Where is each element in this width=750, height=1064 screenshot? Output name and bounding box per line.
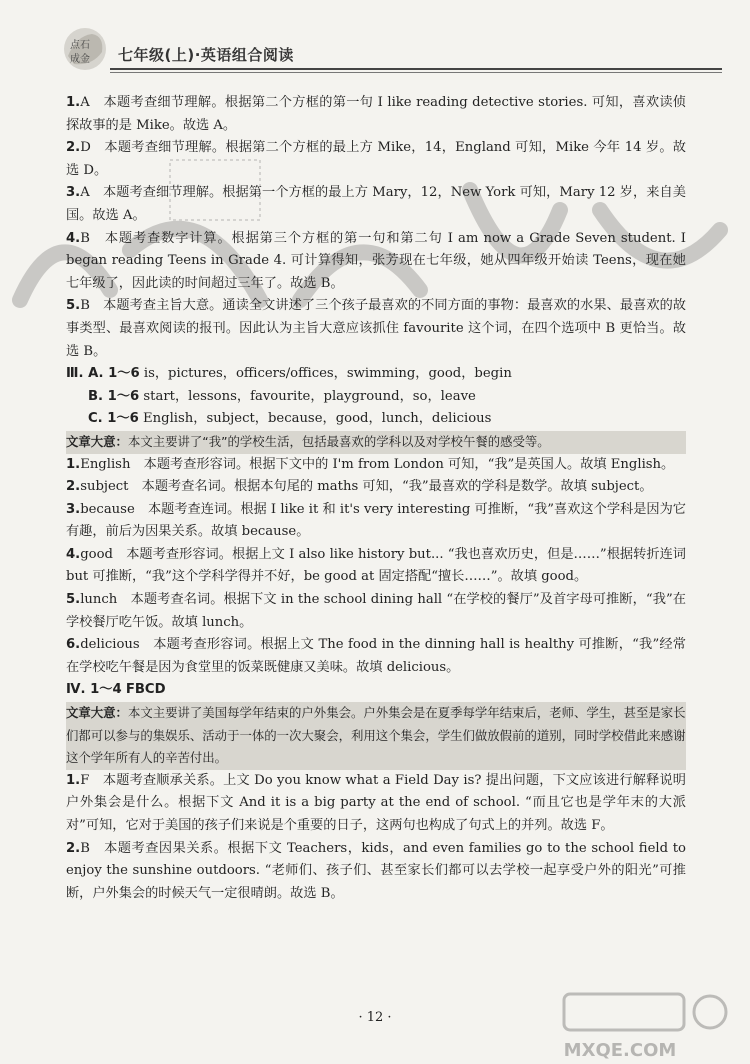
answer-item — [66, 476, 686, 499]
answer-item — [66, 589, 686, 634]
answer-explanation: English 本题考查形容词。根据下文中的 I'm from London 可知，“我”是英国人。故填 English。 — [80, 456, 675, 472]
summary-box-1 — [66, 431, 686, 454]
answer-explanation: subject 本题考查名词。根据本句尾的 maths 可知，“我”最喜欢的学科是数学。故填 subject。 — [80, 479, 653, 495]
summary-text: 本文主要讲了“我”的学校生活，包括最喜欢的学科以及对学校午餐的感受等。 — [127, 433, 550, 449]
section-3-a-answers: is，pictures，officers/offices，swimming，good，begin — [143, 366, 512, 382]
section-4 — [66, 679, 686, 702]
answer-item — [66, 137, 686, 182]
answer-number: 1. — [66, 456, 81, 472]
watermark-text: MXQE.COM — [563, 1040, 677, 1061]
header-rule-thin — [110, 72, 722, 73]
summary-box-2 — [66, 702, 686, 770]
answer-explanation: D 本题考查细节理解。根据第二个方框的最上方 Mike，14，England 可知，Mike 今年 14 岁。故选 D。 — [66, 140, 686, 178]
answer-explanation: A 本题考查细节理解。根据第二个方框的第一句 I like reading detective stories. 可知，喜欢读侦探故事的是 Mike。故选 A。 — [66, 95, 686, 133]
answer-number: 2. — [66, 840, 81, 856]
section-3-heading: Ⅲ. A. 1～6 — [66, 366, 140, 382]
svg-text:成金: 成金 — [70, 54, 90, 65]
answers-part-c — [66, 454, 686, 680]
answers-part-d — [66, 770, 686, 906]
answer-number: 5. — [66, 298, 81, 314]
answers-part-a — [66, 92, 686, 363]
section-4-answers: FBCD — [125, 682, 166, 698]
answer-explanation: good 本题考查形容词。根据上文 I also like history but... “我也喜欢历史，但是……”根据转折连词 but 可推断，“我”这个学科学得并不好，be good at 固定搭配“擅长……”。故填 good。 — [66, 546, 686, 585]
answer-item — [66, 92, 686, 137]
answer-number: 1. — [66, 772, 81, 788]
page-number: · 12 · — [358, 1010, 392, 1025]
answer-number: 2. — [66, 479, 81, 495]
answer-item — [66, 499, 686, 544]
answer-item — [66, 228, 686, 296]
book-title: 七年级(上)·英语组合阅读 — [118, 46, 294, 64]
site-watermark-icon — [560, 990, 750, 1064]
section-4-heading: Ⅳ. 1～4 — [66, 682, 122, 698]
answer-item — [66, 295, 686, 363]
summary-label: 文章大意： — [66, 433, 128, 449]
answer-explanation: F 本题考查顺承关系。上文 Do you know what a Field Day is? 提出问题，下文应该进行解释说明户外集会是什么。根据下文 And it is a big party at the end of school. “而且它也是学年末的大派对”可知，它对于美国的孩子们来说是个重要的日子，这两句也构成了句式上的并列。故选 F。 — [66, 772, 686, 833]
answer-item — [66, 634, 686, 679]
section-3-b-heading: B. 1～6 — [88, 388, 140, 404]
answer-content — [66, 92, 686, 905]
answer-number: 1. — [66, 95, 81, 110]
answer-item — [66, 770, 686, 838]
svg-text:点石: 点石 — [70, 40, 90, 51]
book-logo-icon — [62, 26, 108, 72]
section-3-c-heading: C. 1～6 — [88, 411, 139, 427]
section-3-c — [66, 408, 686, 431]
section-3-c-answers: English，subject，because，good，lunch，delicious — [143, 411, 492, 427]
answer-item — [66, 544, 686, 589]
answer-number: 6. — [66, 637, 81, 653]
answer-number: 2. — [66, 140, 81, 156]
summary-text: 本文主要讲了美国每学年结束的户外集会。户外集会是在夏季每学年结束后，老师、学生，甚至是家长们都可以参与的集娱乐、活动于一体的一次大聚会，利用这个集会，学生们做放假前的道别，同时学校借此来感谢这个学年所有人的辛苦付出。 — [66, 705, 686, 766]
answer-item — [66, 838, 686, 906]
answer-explanation: A 本题考查细节理解。根据第一个方框的最上方 Mary，12，New York 可知，Mary 12 岁，来自美国。故选 A。 — [66, 185, 686, 223]
answer-number: 4. — [66, 230, 81, 246]
answer-item — [66, 454, 686, 477]
answer-number: 4. — [66, 546, 81, 562]
summary-label: 文章大意： — [66, 705, 128, 721]
answer-number: 5. — [66, 592, 81, 608]
header-rule — [110, 68, 722, 70]
section-3-b — [66, 386, 686, 409]
answer-explanation: delicious 本题考查形容词。根据上文 The food in the dinning hall is healthy 可推断，“我”经常在学校吃午餐是因为食堂里的饭菜既健康又美味。故填 delicious。 — [66, 637, 686, 675]
answer-explanation: B 本题考查主旨大意。通读全文讲述了三个孩子最喜欢的不同方面的事物：最喜欢的水果、最喜欢的故事类型、最喜欢阅读的报刊。因此认为主旨大意应该抓住 favourite 这个词，在四个选项中 B 更恰当。故选 B。 — [66, 298, 686, 359]
answer-number: 3. — [66, 185, 81, 201]
answer-explanation: lunch 本题考查名词。根据下文 in the school dining hall “在学校的餐厅”及首字母可推断，“我”在学校餐厅吃午饭。故填 lunch。 — [66, 592, 686, 630]
answer-number: 3. — [66, 501, 81, 517]
section-3-b-answers: start，lessons，favourite，playground，so，leave — [143, 388, 476, 404]
page-header — [62, 26, 722, 78]
section-3-a — [66, 363, 686, 386]
answer-item — [66, 182, 686, 227]
answer-explanation: because 本题考查连词。根据 I like it 和 it's very interesting 可推断，“我”喜欢这个学科是因为它有趣，前后为因果关系。故填 because。 — [66, 501, 686, 540]
answer-explanation: B 本题考查因果关系。根据下文 Teachers，kids，and even families go to the school field to enjoy the sunshine outdoors. “老师们、孩子们、甚至家长们都可以去学校一起享受户外的阳光”可推断，户外集会的时候天气一定很晴朗。故选 B。 — [66, 840, 686, 901]
answer-explanation: B 本题考查数字计算。根据第三个方框的第一句和第二句 I am now a Grade Seven student. I began reading Teens in Grade 4. 可计算得知，张芳现在七年级，她从四年级开始读 Teens，现在她七年级了，因此读的时间超过三年了。故选 B。 — [66, 230, 686, 291]
